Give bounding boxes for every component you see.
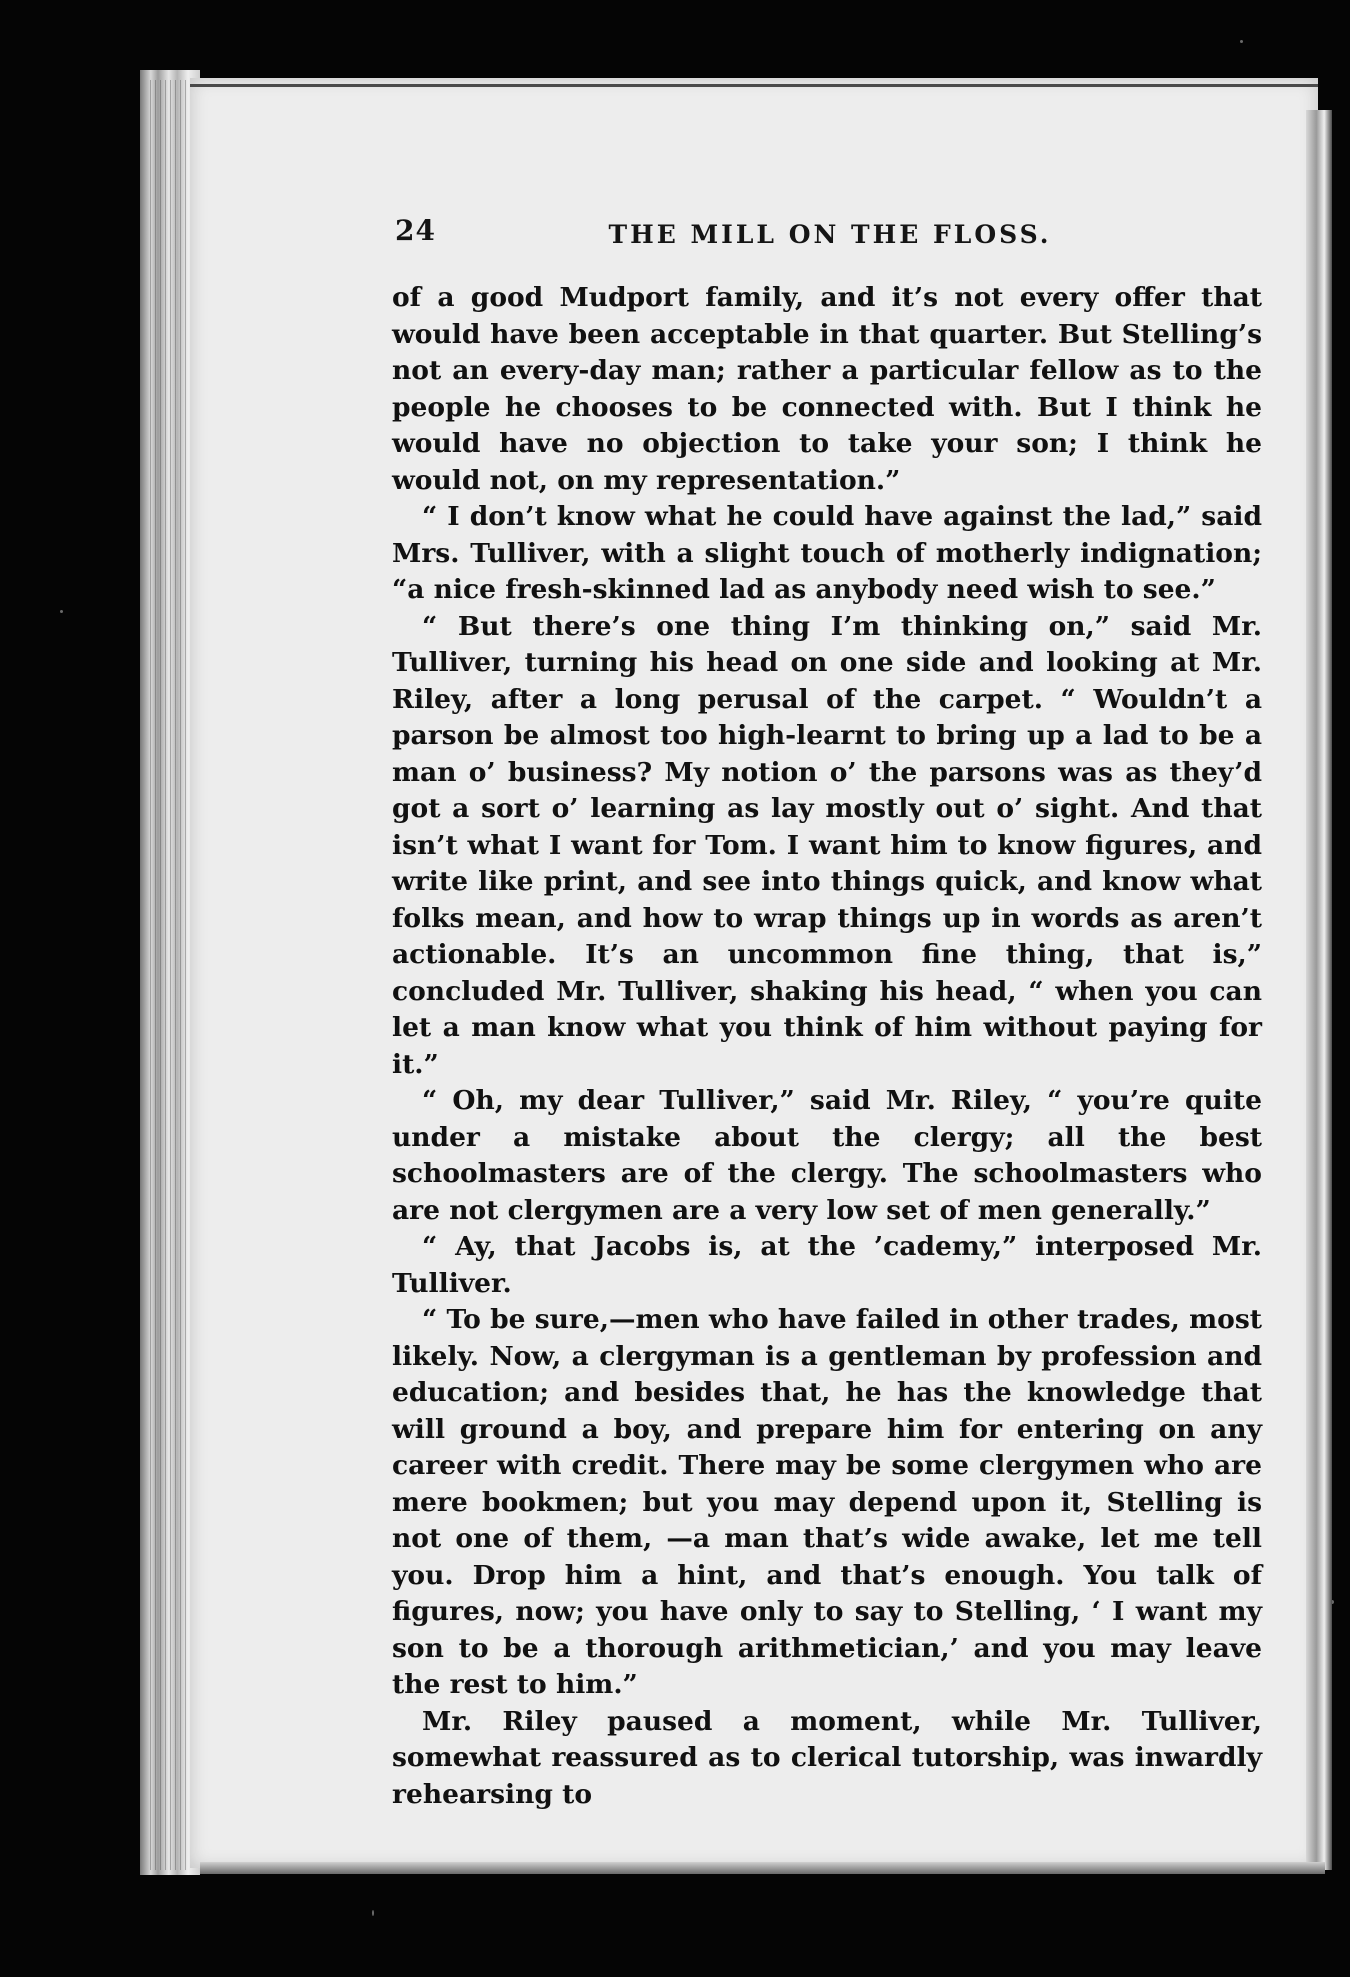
paragraph: “ But there’s one thing I’m thinking on,” said Mr. Tulliver, turning his head on one side and looking at Mr. Riley, after a long perusal of the carpet. “ Wouldn’t a parson be almost too high-learnt to bring up a lad to be a man o’ business? My notion o’ the parsons was as they’d got a sort o’ learning as lay mostly out o’ sight. And that isn’t what I want for Tom. I want him to know figures, and write like print, and see into things quick, and know what folks mean, and how to wrap things up in words as aren’t actionable. It’s an uncommon fine thing, that is,” concluded Mr. Tulliver, shaking his head, “ when you can let a man know what you think of him without paying for it.”	[392, 610, 1262, 1080]
paragraph: Mr. Riley paused a moment, while Mr. Tulliver, somewhat reassured as to clerical tutorship, was inwardly rehearsing to	[392, 1705, 1262, 1810]
page-stack-edge	[150, 80, 190, 1870]
scan-speck	[1240, 40, 1243, 43]
paragraph: “ To be sure,—men who have failed in other trades, most likely. Now, a clergyman is a gentleman by profession and education; and besides that, he has the knowledge that will ground a boy, and prepare him for entering on any career with credit. There may be some clergymen who are mere bookmen; but you may depend upon it, Stelling is not one of them, —a man that’s wide awake, let me tell you. Drop him a hint, and that’s enough. You talk of figures, now; you have only to say to Stelling, ‘ I want my son to be a thorough arithmetician,’ and you may leave the rest to him.”	[392, 1304, 1262, 1700]
paragraph: “ Oh, my dear Tulliver,” said Mr. Riley, “ you’re quite under a mistake about the clergy; all the best schoolmasters are of the clergy. The schoolmasters who are not clergymen are a very low set of men generally.”	[392, 1085, 1262, 1226]
paragraph: of a good Mudport family, and it’s not every offer that would have been acceptable in that quarter. But Stelling’s not an every-day man; rather a particular fellow as to the people he chooses to be connected with. But I think he would have no objection to take your son; I think he would not, on my representation.”	[392, 282, 1262, 496]
page-number: 24	[395, 214, 436, 247]
book-title: THE MILL ON THE FLOSS.	[608, 220, 1052, 249]
paragraph: “ I don’t know what he could have against the lad,” said Mrs. Tulliver, with a slight touch of motherly indignation; “a nice fresh-skinned lad as anybody need wish to see.”	[392, 501, 1262, 605]
page-text	[392, 280, 1262, 1813]
running-head	[395, 214, 1265, 254]
page-right-edge	[1306, 110, 1332, 1870]
scan-speck	[372, 1910, 374, 1916]
page-top-edge	[190, 84, 1318, 87]
paragraph: “ Ay, that Jacobs is, at the ’cademy,” interposed Mr. Tulliver.	[392, 1231, 1262, 1299]
page-bottom-edge	[200, 1862, 1325, 1874]
scan-speck	[60, 610, 63, 613]
